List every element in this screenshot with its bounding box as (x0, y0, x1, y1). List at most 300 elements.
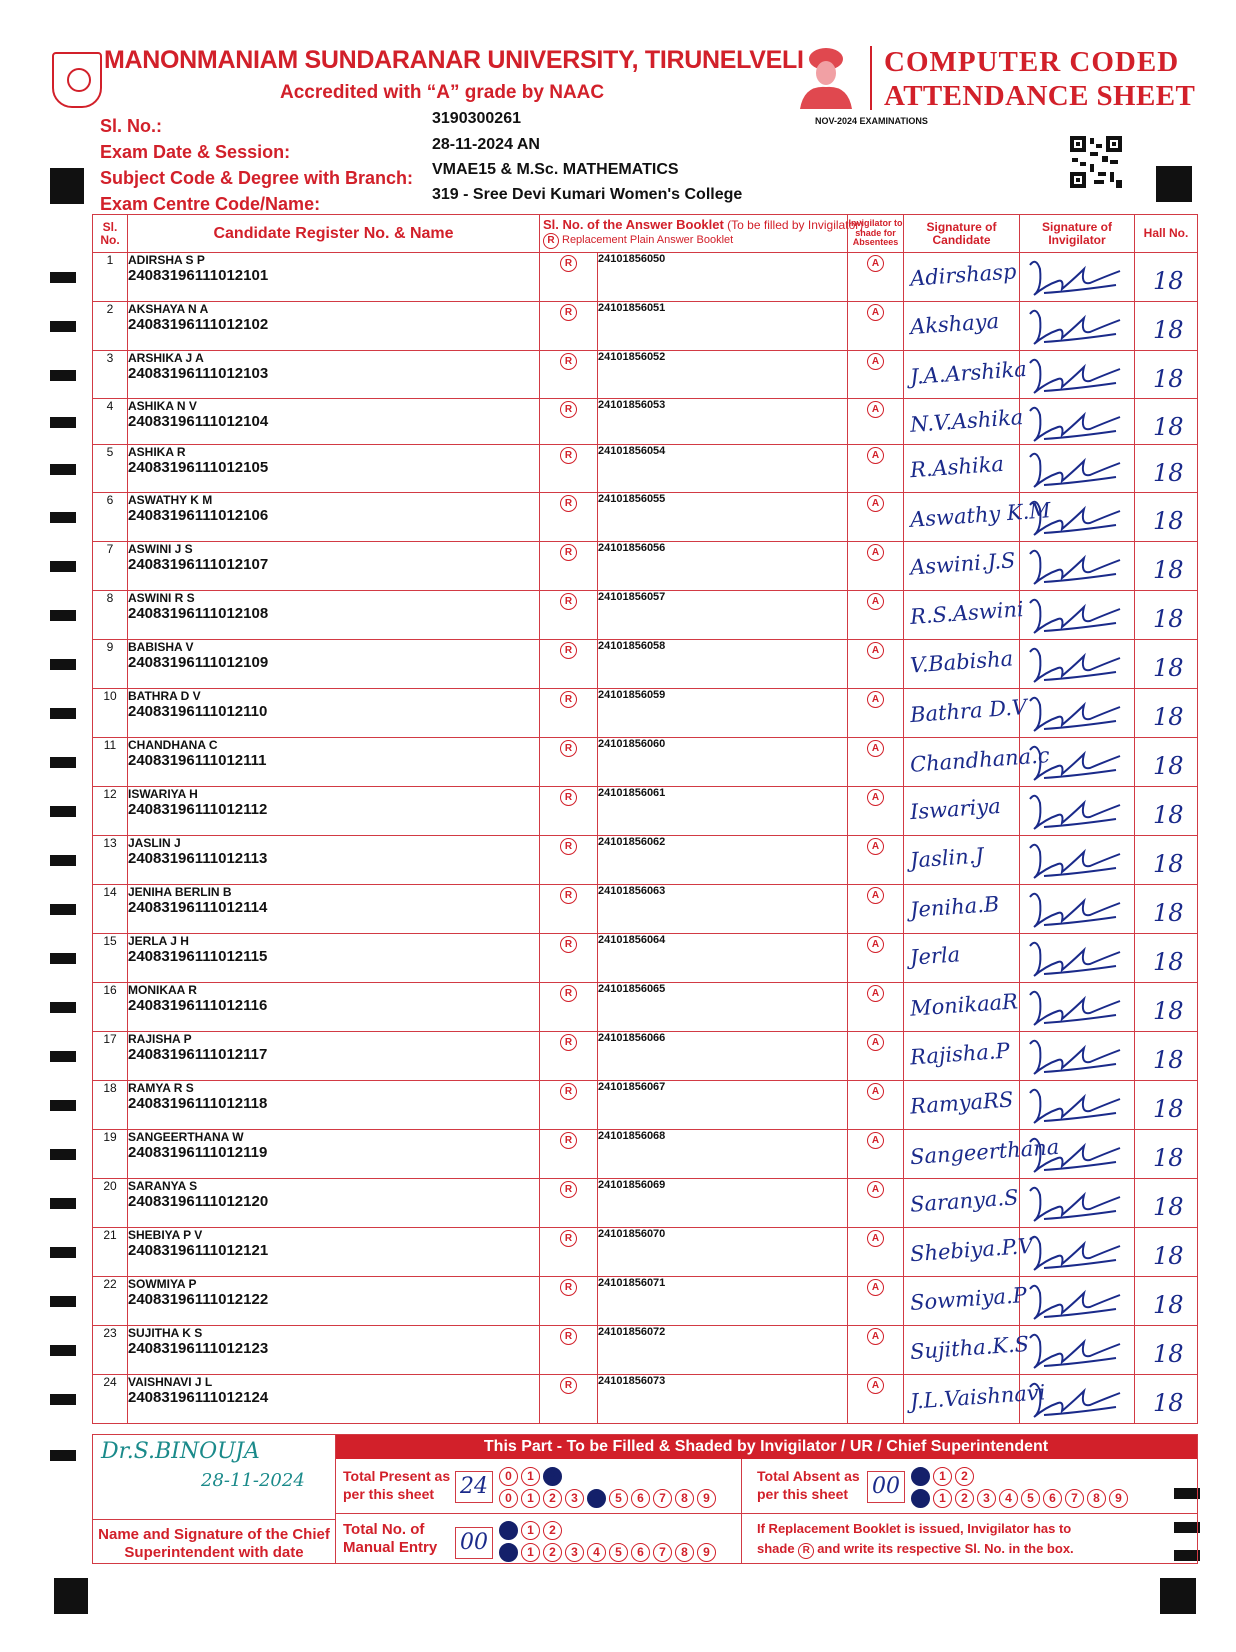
absent-cell[interactable] (848, 445, 904, 493)
candidate-register-no: 24083196111012110 (128, 703, 268, 720)
absent-bubble-icon[interactable]: A (867, 1034, 884, 1051)
absent-cell[interactable] (848, 689, 904, 738)
candidate-cell (128, 1130, 540, 1179)
replacement-cell[interactable] (540, 302, 598, 351)
invigilator-signature-cell (1020, 885, 1135, 934)
booklet-number: 24101856052 (598, 351, 848, 399)
row-sl: 11 (93, 738, 128, 787)
candidate-signature: Sowmiya.P (909, 1282, 1028, 1316)
digit-bubble-5[interactable]: 5 (609, 1543, 628, 1562)
row-sl: 1 (93, 253, 128, 302)
hall-cell (1135, 253, 1198, 302)
digit-bubble-0[interactable]: 0 (499, 1489, 518, 1508)
invigilator-signature-icon (1024, 740, 1124, 786)
replacement-bubble-icon[interactable]: R (560, 1279, 577, 1296)
digit-bubble-0[interactable]: 0 (499, 1521, 518, 1540)
absent-bubble-icon[interactable]: A (867, 887, 884, 904)
candidate-register-no: 24083196111012124 (128, 1389, 269, 1406)
hall-cell (1135, 689, 1198, 738)
hall-number: 18 (1153, 654, 1184, 682)
row-sl: 13 (93, 836, 128, 885)
candidate-signature: Iswariya (909, 793, 1002, 825)
timing-mark (50, 1198, 76, 1209)
replacement-bubble-icon[interactable]: R (560, 495, 577, 512)
digit-bubble-0[interactable]: 0 (499, 1467, 518, 1486)
candidate-signature: J.L.Vaishnavi (909, 1380, 1047, 1414)
absent-cell[interactable] (848, 351, 904, 399)
replacement-bubble-icon[interactable]: R (560, 593, 577, 610)
replacement-cell[interactable] (540, 738, 598, 787)
timing-mark (50, 1247, 76, 1258)
replacement-cell[interactable] (540, 1326, 598, 1375)
replacement-bubble-icon[interactable]: R (560, 1132, 577, 1149)
candidate-cell (128, 885, 540, 934)
candidate-cell (128, 787, 540, 836)
manual-tens-bubbles[interactable] (499, 1521, 565, 1540)
candidate-signature: R.S.Aswini (909, 597, 1025, 629)
replacement-cell[interactable] (540, 351, 598, 399)
candidate-signature-cell (904, 445, 1020, 493)
absent-cell[interactable] (848, 640, 904, 689)
absent-units-bubbles[interactable] (911, 1489, 1131, 1508)
replacement-bubble-icon[interactable]: R (560, 1034, 577, 1051)
section-divider (335, 1513, 1197, 1514)
absent-bubble-icon[interactable]: A (867, 544, 884, 561)
candidate-cell (128, 1179, 540, 1228)
present-tens-bubbles[interactable] (499, 1467, 565, 1486)
replacement-cell[interactable] (540, 1130, 598, 1179)
absent-bubble-icon[interactable]: A (867, 255, 884, 272)
digit-bubble-4[interactable]: 4 (587, 1543, 606, 1562)
candidate-name: BATHRA D V (128, 689, 201, 703)
timing-mark (50, 417, 76, 428)
registration-mark (50, 168, 84, 204)
total-absent-label: Total Absent as per this sheet (757, 1468, 860, 1502)
replacement-bubble-icon[interactable]: R (560, 401, 577, 418)
digit-bubble-6[interactable]: 6 (631, 1489, 650, 1508)
replacement-bubble-icon[interactable]: R (560, 353, 577, 370)
invigilator-signature-icon (1024, 887, 1124, 933)
invigilator-signature-cell (1020, 1179, 1135, 1228)
hall-number: 18 (1153, 507, 1184, 535)
timing-mark (50, 1394, 76, 1405)
booklet-number: 24101856067 (598, 1081, 848, 1130)
candidate-signature-cell (904, 1375, 1047, 1424)
absent-bubble-icon[interactable]: A (867, 1279, 884, 1296)
absent-cell[interactable] (848, 1081, 904, 1130)
replacement-cell[interactable] (540, 1179, 598, 1228)
candidate-signature: RamyaRS (909, 1087, 1015, 1119)
candidate-signature: Jeniha.B (909, 891, 1000, 923)
digit-bubble-5[interactable]: 5 (609, 1489, 628, 1508)
invigilator-signature-cell (1020, 738, 1135, 787)
absent-cell[interactable] (848, 493, 904, 542)
digit-bubble-6[interactable]: 6 (631, 1543, 650, 1562)
invigilator-signature-cell (1020, 689, 1135, 738)
row-sl: 20 (93, 1179, 128, 1228)
booklet-number: 24101856050 (598, 253, 848, 302)
invigilator-signature-cell (1020, 302, 1135, 351)
section-divider (741, 1459, 742, 1563)
absent-bubble-icon[interactable]: A (867, 691, 884, 708)
replacement-cell[interactable] (540, 689, 598, 738)
replacement-bubble-icon[interactable]: R (560, 1328, 577, 1345)
candidate-register-no: 24083196111012113 (128, 850, 268, 867)
digit-bubble-4[interactable]: 4 (587, 1489, 606, 1508)
candidate-name: BABISHA V (128, 640, 194, 654)
replacement-cell[interactable] (540, 253, 598, 302)
row-sl: 6 (93, 493, 128, 542)
table-row (93, 399, 1198, 445)
hall-cell (1135, 1032, 1198, 1081)
header-candidate: Candidate Register No. & Name (128, 215, 540, 253)
candidate-signature-cell (904, 1179, 1020, 1228)
digit-bubble-8[interactable]: 8 (675, 1543, 694, 1562)
replacement-bubble-icon[interactable]: R (560, 691, 577, 708)
candidate-register-no: 24083196111012108 (128, 605, 269, 622)
candidate-signature-cell (904, 885, 1020, 934)
row-sl: 7 (93, 542, 128, 591)
present-units-bubbles[interactable] (499, 1489, 719, 1508)
absent-bubble-icon[interactable]: A (867, 1328, 884, 1345)
timing-mark (50, 904, 76, 915)
absent-bubble-icon[interactable]: A (867, 1181, 884, 1198)
hall-cell (1135, 399, 1198, 445)
absent-cell[interactable] (848, 1032, 904, 1081)
table-row (93, 493, 1198, 542)
replacement-cell[interactable] (540, 591, 598, 640)
table-row (93, 445, 1198, 493)
digit-bubble-0[interactable]: 0 (911, 1489, 930, 1508)
digit-bubble-4[interactable]: 4 (999, 1489, 1018, 1508)
replacement-cell[interactable] (540, 493, 598, 542)
digit-bubble-5[interactable]: 5 (1021, 1489, 1040, 1508)
university-logo-icon (52, 52, 102, 108)
booklet-number: 24101856070 (598, 1228, 848, 1277)
table-row (93, 351, 1198, 399)
replacement-cell[interactable] (540, 542, 598, 591)
registration-mark (1156, 166, 1192, 202)
hall-number: 18 (1153, 267, 1184, 295)
replacement-bubble-icon[interactable]: R (560, 1083, 577, 1100)
replacement-bubble-icon[interactable]: R (560, 1230, 577, 1247)
replacement-bubble-icon[interactable]: R (560, 740, 577, 757)
digit-bubble-1[interactable]: 1 (521, 1521, 540, 1540)
total-present-label: Total Present as per this sheet (343, 1468, 451, 1502)
absent-cell[interactable] (848, 1179, 904, 1228)
timing-mark (50, 953, 76, 964)
qr-code-icon (1070, 136, 1122, 188)
digit-bubble-7[interactable]: 7 (653, 1543, 672, 1562)
row-sl: 19 (93, 1130, 128, 1179)
invigilator-signature-icon (1024, 1279, 1124, 1325)
absent-cell[interactable] (848, 591, 904, 640)
absent-cell[interactable] (848, 934, 904, 983)
replacement-cell[interactable] (540, 1375, 598, 1424)
hall-number: 18 (1153, 605, 1184, 633)
hall-cell (1135, 1326, 1198, 1375)
hall-number: 18 (1153, 948, 1184, 976)
absent-bubble-icon[interactable]: A (867, 740, 884, 757)
candidate-signature-cell (904, 934, 1020, 983)
invigilator-signature-icon (1024, 401, 1124, 447)
hall-number: 18 (1153, 1144, 1184, 1172)
hall-cell (1135, 983, 1198, 1032)
replacement-cell[interactable] (540, 983, 598, 1032)
replacement-bubble-icon[interactable]: R (560, 887, 577, 904)
absent-cell[interactable] (848, 983, 904, 1032)
digit-bubble-2[interactable]: 2 (543, 1521, 562, 1540)
candidate-signature-cell (904, 787, 1020, 836)
candidate-register-no: 24083196111012117 (128, 1046, 268, 1063)
digit-bubble-8[interactable]: 8 (675, 1489, 694, 1508)
absent-cell[interactable] (848, 787, 904, 836)
invigilator-signature-icon (1024, 1230, 1124, 1276)
invigilator-signature-cell (1020, 983, 1135, 1032)
digit-bubble-2[interactable]: 2 (543, 1489, 562, 1508)
replacement-cell[interactable] (540, 399, 598, 445)
digit-bubble-3[interactable]: 3 (977, 1489, 996, 1508)
candidate-cell (128, 1032, 540, 1081)
booklet-number: 24101856056 (598, 542, 848, 591)
row-sl: 10 (93, 689, 128, 738)
timing-mark (50, 512, 76, 523)
digit-bubble-7[interactable]: 7 (653, 1489, 672, 1508)
candidate-signature: Saranya.S (909, 1185, 1020, 1217)
candidate-name: JENIHA BERLIN B (128, 885, 232, 899)
candidate-name: MONIKAA R (128, 983, 197, 997)
absent-bubble-icon[interactable]: A (867, 1230, 884, 1247)
timing-mark (50, 370, 76, 381)
exam-session: NOV-2024 EXAMINATIONS (815, 116, 928, 126)
absent-bubble-icon[interactable]: A (867, 1132, 884, 1149)
header-hall: Hall No. (1135, 215, 1198, 253)
candidate-signature: Adirshasp (909, 259, 1018, 291)
header-absentees: Invigilator to shade for Absentees (848, 215, 904, 253)
replacement-cell[interactable] (540, 787, 598, 836)
absent-cell[interactable] (848, 1130, 904, 1179)
digit-bubble-8[interactable]: 8 (1087, 1489, 1106, 1508)
digit-bubble-2[interactable]: 2 (955, 1467, 974, 1486)
candidate-signature-cell (904, 542, 1020, 591)
digit-bubble-9[interactable]: 9 (697, 1489, 716, 1508)
hall-cell (1135, 493, 1198, 542)
hall-number: 18 (1153, 801, 1184, 829)
hall-cell (1135, 542, 1198, 591)
invigilator-signature-icon (1024, 447, 1124, 493)
absent-cell[interactable] (848, 885, 904, 934)
absent-cell[interactable] (848, 253, 904, 302)
invigilator-signature-icon (1024, 544, 1124, 590)
candidate-name: AKSHAYA N A (128, 302, 209, 316)
booklet-number: 24101856057 (598, 591, 848, 640)
digit-bubble-0[interactable]: 0 (499, 1543, 518, 1562)
total-present-box[interactable]: 24 (455, 1471, 493, 1503)
digit-bubble-2[interactable]: 2 (543, 1467, 562, 1486)
replacement-cell[interactable] (540, 445, 598, 493)
booklet-number: 24101856053 (598, 399, 848, 445)
candidate-signature: Akshaya (909, 308, 1000, 340)
hall-number: 18 (1153, 1193, 1184, 1221)
candidate-signature-cell (904, 493, 1052, 542)
candidate-register-no: 24083196111012102 (128, 316, 269, 333)
absent-bubble-icon[interactable]: A (867, 936, 884, 953)
absent-bubble-icon[interactable]: A (867, 593, 884, 610)
field-value-date: 28-11-2024 AN (432, 136, 540, 153)
replacement-bubble-icon[interactable]: R (560, 936, 577, 953)
invigilator-signature-icon (1024, 985, 1124, 1031)
absent-bubble-icon[interactable]: A (867, 447, 884, 464)
candidate-name: JASLIN J (128, 836, 181, 850)
candidate-signature-cell (904, 983, 1020, 1032)
candidate-cell (128, 1081, 540, 1130)
hall-cell (1135, 302, 1198, 351)
timing-mark (50, 806, 76, 817)
absent-bubble-icon[interactable]: A (867, 495, 884, 512)
replacement-cell[interactable] (540, 885, 598, 934)
digit-bubble-2[interactable]: 2 (543, 1543, 562, 1562)
manual-entry-label: Total No. of Manual Entry (343, 1521, 438, 1556)
digit-bubble-3[interactable]: 3 (565, 1489, 584, 1508)
replacement-bubble-icon[interactable]: R (560, 789, 577, 806)
invigilator-signature-icon (1024, 1181, 1124, 1227)
candidate-cell (128, 399, 540, 445)
absent-cell[interactable] (848, 1277, 904, 1326)
total-absent-box[interactable]: 00 (867, 1471, 905, 1503)
absent-cell[interactable] (848, 836, 904, 885)
booklet-number: 24101856060 (598, 738, 848, 787)
candidate-register-no: 24083196111012123 (128, 1340, 269, 1357)
row-sl: 22 (93, 1277, 128, 1326)
hall-cell (1135, 640, 1198, 689)
replacement-cell[interactable] (540, 1081, 598, 1130)
candidate-signature: MonikaaR (909, 989, 1019, 1021)
invigilator-signature-cell (1020, 1081, 1135, 1130)
manual-units-bubbles[interactable] (499, 1543, 719, 1562)
candidate-signature: N.V.Ashika (909, 405, 1025, 437)
invigilator-signature-icon (1024, 838, 1124, 884)
absent-bubble-icon[interactable]: A (867, 985, 884, 1002)
hall-number: 18 (1153, 899, 1184, 927)
absent-bubble-icon[interactable]: A (867, 1377, 884, 1394)
candidate-register-no: 24083196111012120 (128, 1193, 269, 1210)
digit-bubble-1[interactable]: 1 (521, 1467, 540, 1486)
absent-bubble-icon[interactable]: A (867, 838, 884, 855)
candidate-cell (128, 1277, 540, 1326)
digit-bubble-1[interactable]: 1 (521, 1543, 540, 1562)
candidate-cell (128, 542, 540, 591)
row-sl: 3 (93, 351, 128, 399)
invigilator-signature-cell (1020, 787, 1135, 836)
digit-bubble-1[interactable]: 1 (521, 1489, 540, 1508)
candidate-cell (128, 738, 540, 787)
replacement-bubble-icon[interactable]: R (560, 447, 577, 464)
timing-mark (50, 855, 76, 866)
invigilator-signature-icon (1024, 1083, 1124, 1129)
field-label-date: Exam Date & Session: (100, 142, 291, 162)
table-row (93, 983, 1198, 1032)
absent-cell[interactable] (848, 399, 904, 445)
digit-bubble-9[interactable]: 9 (697, 1543, 716, 1562)
replacement-bubble-icon[interactable]: R (560, 255, 577, 272)
replacement-cell[interactable] (540, 934, 598, 983)
replacement-cell[interactable] (540, 640, 598, 689)
absent-cell[interactable] (848, 1375, 904, 1424)
manual-entry-box[interactable]: 00 (455, 1527, 493, 1559)
candidate-signature-cell (904, 1326, 1030, 1375)
replacement-bubble-icon[interactable]: R (560, 544, 577, 561)
digit-bubble-7[interactable]: 7 (1065, 1489, 1084, 1508)
replacement-cell[interactable] (540, 1032, 598, 1081)
candidate-name: CHANDHANA C (128, 738, 218, 752)
candidate-name: SHEBIYA P V (128, 1228, 203, 1242)
absent-bubble-icon[interactable]: A (867, 642, 884, 659)
chief-date: 28-11-2024 (201, 1470, 305, 1491)
candidate-name: JERLA J H (128, 934, 189, 948)
replacement-bubble-icon[interactable]: R (560, 642, 577, 659)
replacement-bubble-icon[interactable]: R (560, 1377, 577, 1394)
digit-bubble-2[interactable]: 2 (955, 1489, 974, 1508)
candidate-signature-cell (904, 1277, 1028, 1326)
portrait-icon (796, 45, 856, 109)
candidate-cell (128, 591, 540, 640)
digit-bubble-6[interactable]: 6 (1043, 1489, 1062, 1508)
replacement-cell[interactable] (540, 836, 598, 885)
replacement-bubble-icon[interactable]: R (560, 838, 577, 855)
absent-bubble-icon[interactable]: A (867, 401, 884, 418)
digit-bubble-1[interactable]: 1 (933, 1467, 952, 1486)
replacement-bubble-icon[interactable]: R (560, 304, 577, 321)
digit-bubble-0[interactable]: 0 (911, 1467, 930, 1486)
candidate-signature: Aswathy K.M (909, 498, 1052, 532)
header-booklet-note: (To be filled by Invigilator) (727, 217, 864, 232)
invigilator-signature-cell (1020, 445, 1135, 493)
absent-bubble-icon[interactable]: A (867, 304, 884, 321)
absent-cell[interactable] (848, 738, 904, 787)
candidate-cell (128, 302, 540, 351)
absent-cell[interactable] (848, 1228, 904, 1277)
candidate-name: ARSHIKA J A (128, 351, 204, 365)
invigilator-signature-cell (1020, 1326, 1135, 1375)
absent-bubble-icon[interactable]: A (867, 1083, 884, 1100)
digit-bubble-1[interactable]: 1 (933, 1489, 952, 1508)
candidate-register-no: 24083196111012115 (128, 948, 268, 965)
absent-cell[interactable] (848, 1326, 904, 1375)
invigilator-signature-icon (1024, 691, 1124, 737)
candidate-name: VAISHNAVI J L (128, 1375, 213, 1389)
absent-bubble-icon[interactable]: A (867, 353, 884, 370)
replacement-cell[interactable] (540, 1228, 598, 1277)
table-row (93, 1326, 1198, 1375)
digit-bubble-3[interactable]: 3 (565, 1543, 584, 1562)
absent-cell[interactable] (848, 542, 904, 591)
table-row (93, 1032, 1198, 1081)
digit-bubble-9[interactable]: 9 (1109, 1489, 1128, 1508)
absent-tens-bubbles[interactable] (911, 1467, 977, 1486)
candidate-cell (128, 1228, 540, 1277)
invigilator-signature-icon (1024, 304, 1124, 350)
attendance-table (92, 214, 1198, 1424)
absent-bubble-icon[interactable]: A (867, 789, 884, 806)
replacement-bubble-icon[interactable]: R (560, 1181, 577, 1198)
candidate-cell (128, 983, 540, 1032)
replacement-cell[interactable] (540, 1277, 598, 1326)
replacement-bubble-icon[interactable]: R (560, 985, 577, 1002)
timing-mark (50, 464, 76, 475)
booklet-number: 24101856071 (598, 1277, 848, 1326)
absent-cell[interactable] (848, 302, 904, 351)
hall-number: 18 (1153, 316, 1184, 344)
